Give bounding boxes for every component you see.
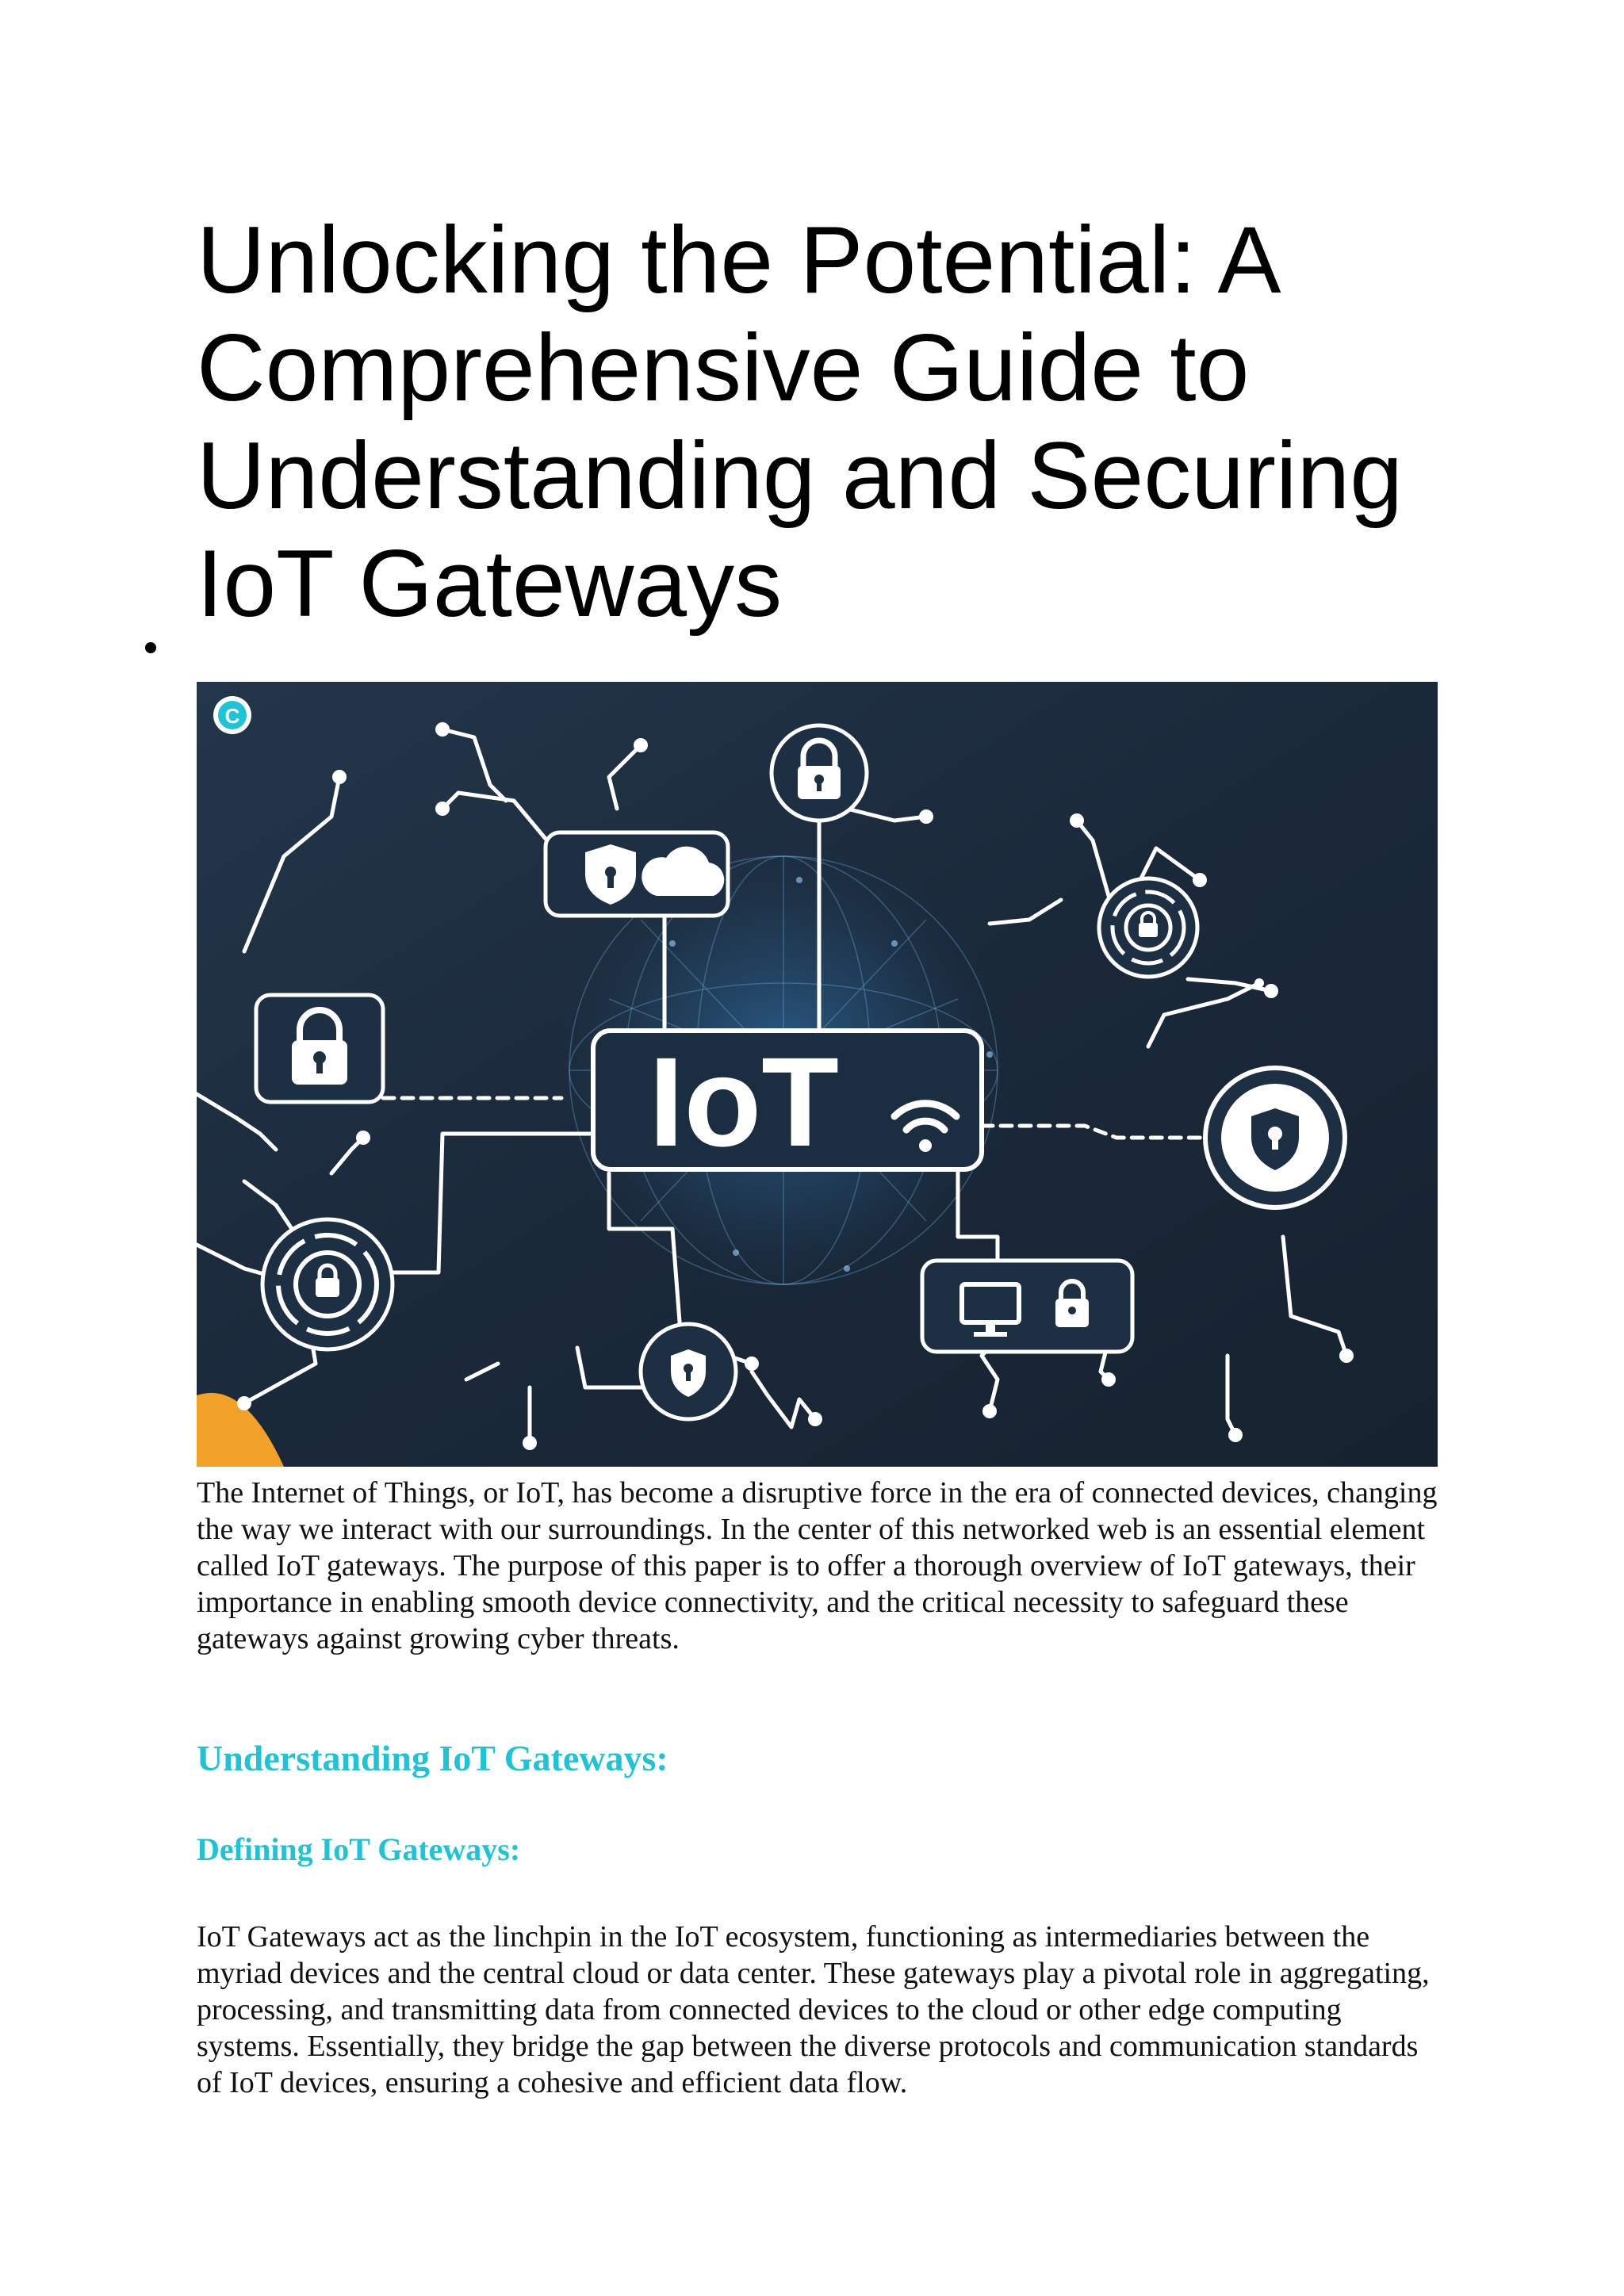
brand-badge-icon: [213, 696, 251, 734]
svg-text:C: C: [224, 704, 240, 728]
intro-paragraph: The Internet of Things, or IoT, has become a disruptive force in the era of connected devices, changing the way we interact with our surroundings. In the center of this networked web is an essential element called IoT gateways. The purpose of this paper is to offer a thorough overview of IoT gateways, their importance in enabling smooth device connectivity, and the critical necessity to safeguard these gateways against growing cyber threats.: [197, 1476, 1438, 1655]
page-title: Unlocking the Potential: A Comprehensive Guide to Understanding and Securing IoT Gateways: [197, 207, 1404, 637]
shield-circle-bottom-icon: [641, 1324, 736, 1419]
shield-circle-right-icon: [1205, 1068, 1345, 1207]
section-heading: Understanding IoT Gateways:: [197, 1738, 668, 1778]
bullet-dot: [145, 642, 156, 653]
monitor-lock-box-icon: [922, 1261, 1132, 1352]
target-lock-right-icon: [1099, 878, 1197, 977]
iot-center-box: [593, 1031, 982, 1173]
target-lock-left-icon: [262, 1219, 393, 1349]
cloud-shield-box: [546, 832, 728, 916]
body-paragraph: IoT Gateways act as the linchpin in the IoT ecosystem, functioning as intermediaries between the myriad devices and the central cloud or data center. These gateways play a pivotal role in aggregating, processing, and transmitting data from connected devices to the cloud or other edge computing systems. Essentially, they bridge the gap between the diverse protocols and communication standards of IoT devices, ensuring a cohesive and efficient data flow.: [197, 1920, 1430, 2099]
lock-box-left-icon: [256, 995, 383, 1102]
subsection-heading: Defining IoT Gateways:: [197, 1831, 521, 1867]
hero-image: [197, 682, 1438, 1467]
iot-label: IoT: [649, 1031, 839, 1173]
lock-circle-top-icon: [772, 725, 867, 821]
